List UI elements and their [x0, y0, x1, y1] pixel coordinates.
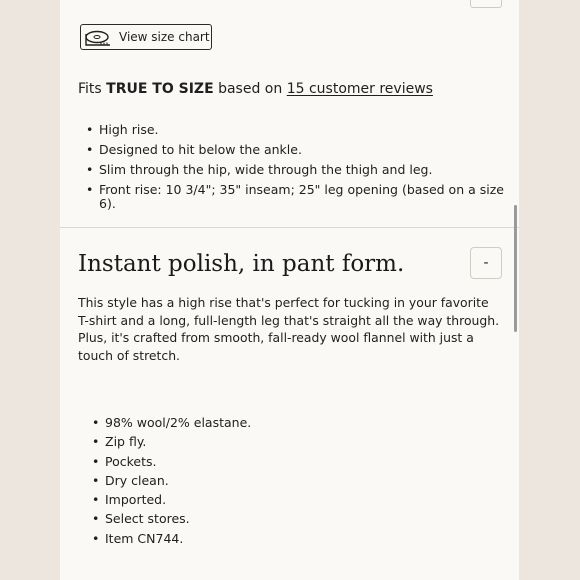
list-item: • Zip fly. [92, 432, 251, 451]
list-item: • Pockets. [92, 452, 251, 471]
view-size-chart-button[interactable] [80, 24, 212, 50]
list-item: • Dry clean. [92, 471, 251, 490]
list-item: • Imported. [92, 490, 251, 509]
size-chart-label: View size chart [119, 30, 210, 44]
customer-reviews-link[interactable]: 15 customer reviews [286, 81, 433, 97]
product-description: This style has a high rise that's perfect for tucking in your favorite T-shirt and a long, full-length leg that's straight all the way through. Plus, it's crafted from smooth, fall-ready wool flannel with just a touch of stretch. [78, 295, 500, 363]
fit-prefix: Fits [78, 81, 107, 97]
product-details-panel [60, 0, 519, 580]
top-button-partial[interactable] [470, 0, 502, 8]
list-item: • Item CN744. [92, 529, 251, 548]
list-item: • Slim through the hip, wide through the thigh and leg. [86, 160, 506, 180]
section-divider [60, 227, 519, 228]
list-item: • 98% wool/2% elastane. [92, 413, 251, 432]
fit-emphasis: TRUE TO SIZE [106, 81, 214, 97]
section-title: Instant polish, in pant form. [78, 251, 405, 277]
list-item: • High rise. [86, 120, 506, 140]
product-details-list [92, 413, 251, 548]
list-item: • Front rise: 10 3/4"; 35" inseam; 25" leg opening (based on a size 6). [86, 183, 506, 211]
fit-summary [78, 81, 433, 97]
fit-details-list [86, 120, 506, 211]
scrollbar[interactable] [514, 205, 517, 332]
list-item: • Select stores. [92, 509, 251, 528]
list-item: • Designed to hit below the ankle. [86, 140, 506, 160]
fit-middle: based on [213, 81, 287, 97]
collapse-button[interactable]: - [470, 247, 502, 279]
measuring-tape-icon [83, 30, 113, 48]
